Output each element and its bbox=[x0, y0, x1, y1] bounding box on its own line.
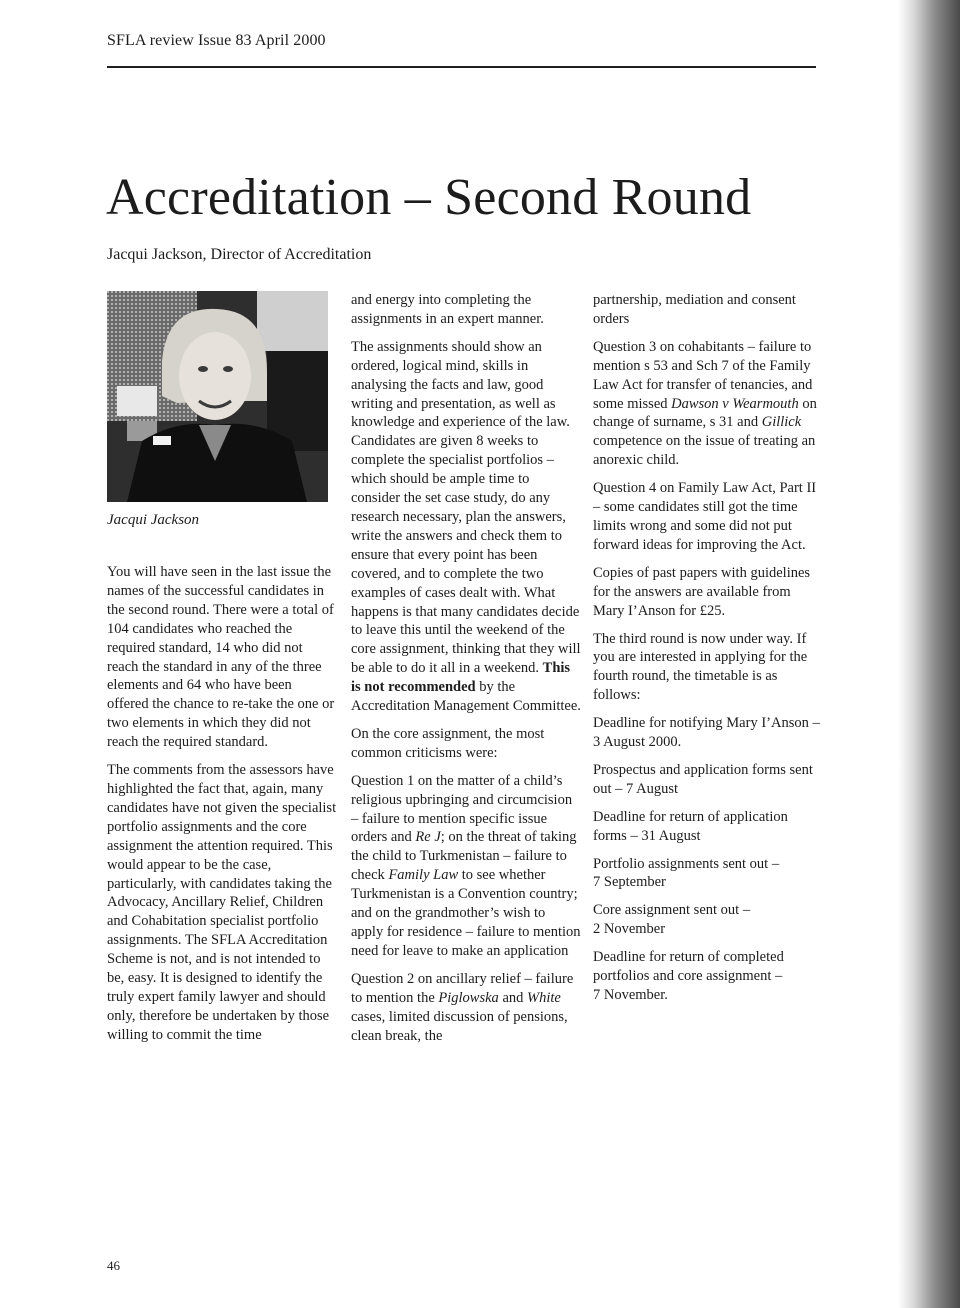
timetable-date: 31 August bbox=[641, 827, 701, 844]
criticism-question-3 bbox=[593, 338, 823, 470]
journal-name: Family Law bbox=[388, 867, 459, 884]
timetable-date: 7 August bbox=[626, 780, 678, 797]
text-run: cases, limited discussion of pensions, clean break, the bbox=[351, 1008, 568, 1044]
timetable-label: Deadline for return of application forms – bbox=[593, 808, 788, 844]
emphasis: This is not recommended bbox=[351, 660, 571, 696]
timetable-date: 7 September bbox=[593, 874, 666, 891]
body-column-2 bbox=[351, 291, 581, 1054]
header-rule bbox=[107, 66, 816, 68]
article-title: Accreditation – Second Round bbox=[106, 169, 752, 226]
case-name: Re J bbox=[415, 829, 441, 846]
paragraph: The third round is now under way. If you are interested in applying for the fourth round, the timetable is as follows: bbox=[593, 630, 808, 704]
case-name: White bbox=[527, 989, 561, 1006]
case-name: Dawson v Wearmouth bbox=[671, 395, 799, 412]
paragraph: and energy into completing the assignments in an expert manner. bbox=[351, 292, 544, 327]
case-name: Piglowska bbox=[438, 989, 499, 1006]
timetable-date: 2 November bbox=[593, 921, 666, 938]
timetable-label: Portfolio assignments sent out – bbox=[593, 855, 780, 872]
timetable-label: Deadline for return of completed portfolios and core assignment – bbox=[593, 949, 784, 985]
body-column-1 bbox=[107, 563, 337, 1054]
running-head: SFLA review Issue 83 April 2000 bbox=[107, 32, 326, 49]
paragraph bbox=[351, 338, 581, 716]
text-run: Question 3 on cohabitants – failure to mention s 53 and Sch 7 of the Family Law Act for transfer of tenancies, and some missed bbox=[593, 338, 813, 412]
paragraph: Copies of past papers with guidelines for the answers are available from Mary I’Anson for £25. bbox=[593, 564, 811, 619]
text-run: Question 1 on the matter of a child’s religious upbringing and circumcision – failure to mention specific issue orders and bbox=[351, 772, 573, 846]
text-run: The assignments should show an ordered, logical mind, skills in analysing the facts and law, good writing and presentation, as well as knowledge and experience of the law. Candidates are given 8 weeks to complete the specialist portfolios – which should be ample time to consider the set case study, do any research necessary, plan the answers, write the answers and check them to ensure that every point has been covered, and to complete the two examples of cases dealt with. What happens is that many candidates decide to leave this until the weekend of the core assignment, thinking that they will be able to do it all in a weekend. bbox=[351, 338, 581, 677]
photo-caption: Jacqui Jackson bbox=[107, 512, 200, 528]
timetable-item bbox=[593, 948, 823, 1005]
paragraph: partnership, mediation and consent orders bbox=[593, 292, 796, 327]
author-photo-illustration bbox=[107, 291, 328, 502]
text-run: Question 2 on ancillary relief – failure to mention the bbox=[351, 970, 574, 1006]
paragraph: On the core assignment, the most common criticisms were: bbox=[351, 725, 545, 761]
timetable-label: Deadline for notifying Mary I’Anson – bbox=[593, 715, 820, 732]
timetable-label: Core assignment sent out – bbox=[593, 902, 751, 919]
article-byline: Jacqui Jackson, Director of Accreditation bbox=[107, 246, 372, 263]
timetable-item bbox=[593, 761, 823, 799]
text-run: on change of surname, s 31 and bbox=[593, 395, 817, 431]
timetable-item bbox=[593, 855, 823, 893]
criticism-question-2 bbox=[351, 970, 581, 1046]
criticism-question-4: Question 4 on Family Law Act, Part II – some candidates still got the time limits wrong and some did not put forward ideas for improving the Act. bbox=[593, 480, 817, 553]
scan-page-edge bbox=[898, 0, 960, 1308]
text-run: to see whether Turkmenistan is a Convention country; and on the grandmother’s wish to apply for residence – failure to mention need for leave to make an application bbox=[351, 867, 581, 959]
page-number: 46 bbox=[107, 1258, 120, 1273]
paragraph: The comments from the assessors have highlighted the fact that, again, many candidates have not given the specialist portfolio assignments and the core assignment the attention required. This would appear to be the case, particularly, with candidates taking the Advocacy, Ancillary Relief, Children and Cohabitation specialist portfolio assignments. The SFLA Accreditation Scheme is not, and is not intended to be, easy. It is designed to identify the truly expert family lawyer and should only, therefore be undertaken by those willing to commit the time bbox=[107, 762, 337, 1043]
criticism-question-1 bbox=[351, 772, 581, 961]
text-run: competence on the issue of treating an anorexic child. bbox=[593, 433, 816, 469]
timetable-item bbox=[593, 808, 823, 846]
text-run: ; on the threat of taking the child to Turkmenistan – failure to check bbox=[351, 829, 577, 884]
text-run: and bbox=[502, 989, 524, 1006]
timetable-date: 3 August 2000. bbox=[593, 734, 682, 751]
timetable-date: 7 November. bbox=[593, 987, 668, 1003]
timetable-label: Prospectus and application forms sent out – bbox=[593, 761, 813, 797]
timetable-item bbox=[593, 714, 823, 752]
author-photo bbox=[107, 291, 328, 502]
case-name: Gillick bbox=[761, 414, 802, 431]
paragraph: You will have seen in the last issue the names of the successful candidates in the second round. There were a total of 104 candidates who reached the required standard, 14 who did not reach the standard in any of the three elements and 64 who have been offered the chance to re-take the one or two elements in which they did not reach the required standard. bbox=[107, 564, 335, 751]
timetable-item bbox=[593, 901, 823, 939]
body-column-3 bbox=[593, 291, 823, 1014]
text-run: by the Accreditation Management Committee. bbox=[351, 679, 581, 715]
